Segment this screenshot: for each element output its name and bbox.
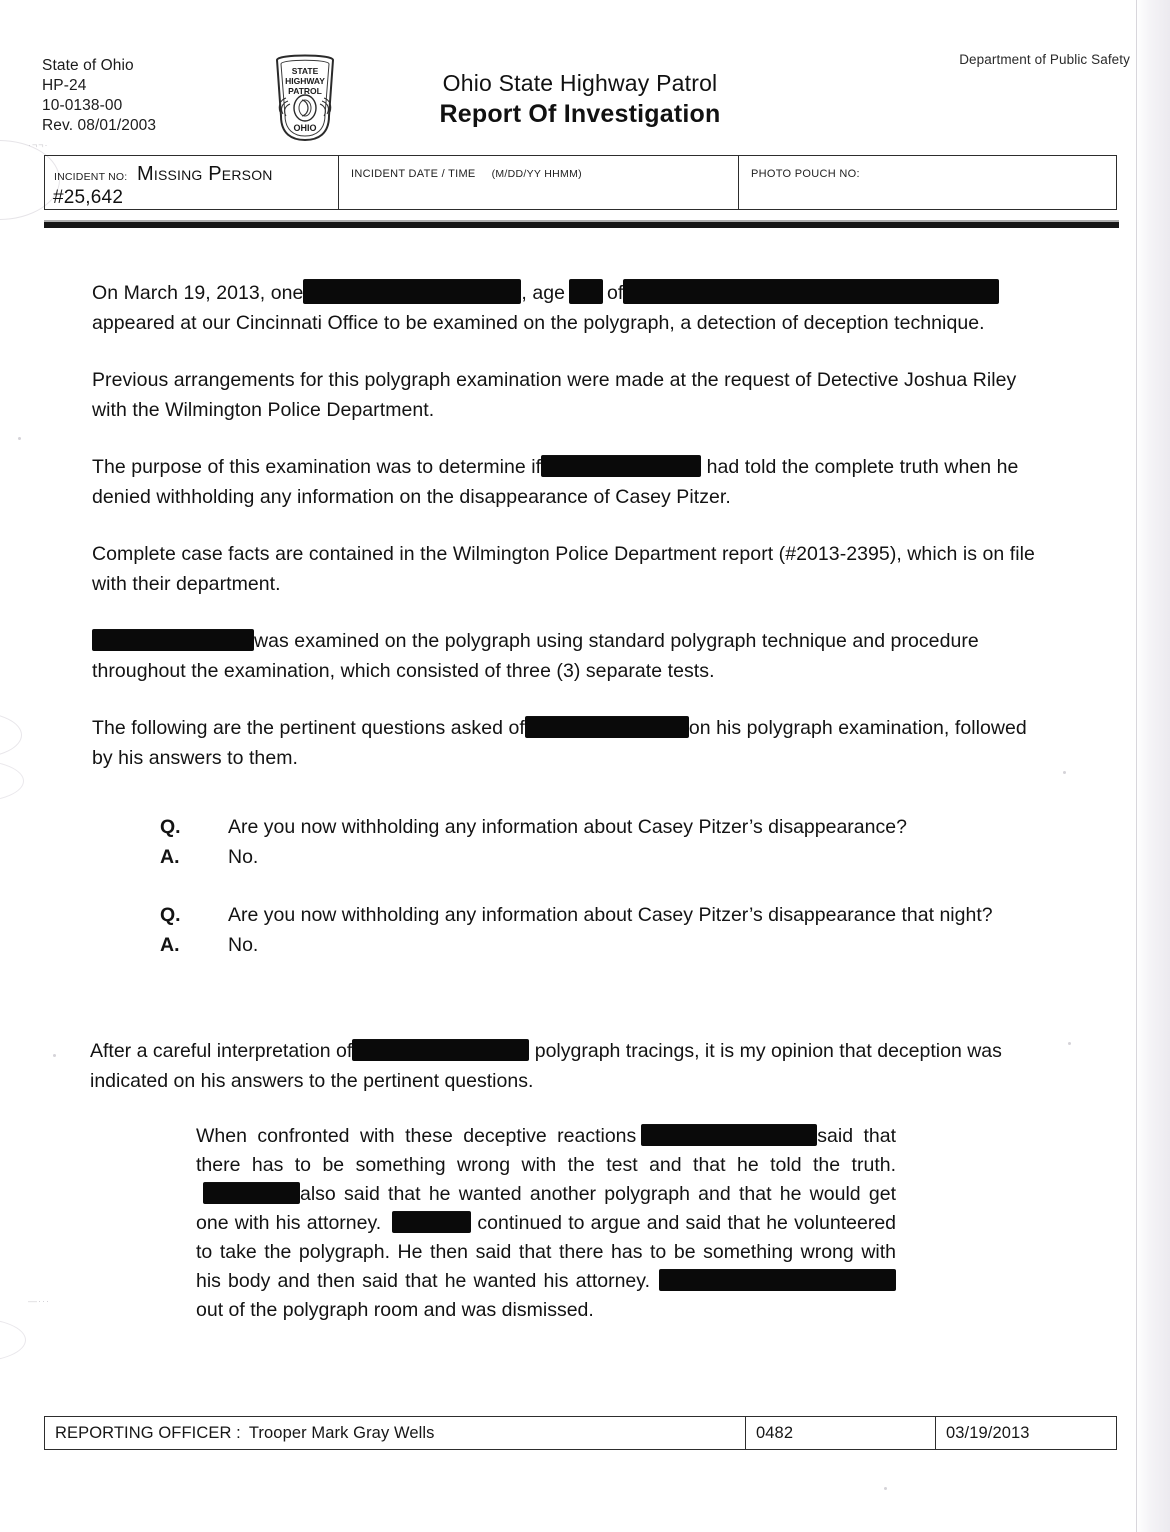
form-state-line: State of Ohio (42, 57, 134, 74)
redaction-bar-confrontation-name-4 (659, 1270, 896, 1290)
agency-title: Ohio State Highway Patrol (442, 70, 718, 96)
questions-intro-text-1: The following are the pertinent questions asked of (92, 717, 525, 739)
form-identification-block (42, 56, 156, 136)
purpose-text-2: had told the complete truth when he denied withholding any information on the disappearance of Casey Pitzer. (92, 456, 1019, 508)
badge-number-cell: 0482 (745, 1417, 935, 1449)
redaction-bar-confrontation-name-2 (203, 1183, 300, 1203)
redaction-bar-confrontation-name-3 (392, 1212, 471, 1232)
answer-label-1: A. (160, 846, 180, 868)
highway-patrol-badge-icon (266, 50, 344, 144)
scan-speck-6 (1068, 1042, 1071, 1045)
answer-row-1 (160, 842, 1040, 872)
incident-datetime-format: (M/DD/YY HHMM) (491, 168, 582, 180)
scan-artifact-arc-2 (0, 712, 22, 758)
paragraph-examination (92, 626, 1052, 686)
header-separator-rule (44, 222, 1119, 228)
conclusion-text-1: After a careful interpretation of (90, 1040, 353, 1062)
scan-speck-2 (53, 1054, 56, 1057)
redaction-bar-age (569, 280, 603, 303)
department-label: Department of Public Safety (959, 52, 1130, 67)
paragraph-purpose (92, 452, 1052, 512)
examination-text: was examined on the polygraph using standard polygraph technique and procedure throughout the examination, which consisted of three (3) separate tests. (92, 630, 979, 682)
scan-artifact-arc-4 (0, 1318, 26, 1362)
question-row-2 (160, 900, 1040, 930)
purpose-text-1: The purpose of this examination was to determine if (92, 456, 542, 478)
page-title: Report Of Investigation (439, 100, 721, 128)
incident-no-label: INCIDENT NO: (54, 171, 128, 183)
question-label-1: Q. (160, 816, 181, 838)
form-code-line: HP-24 (42, 77, 87, 94)
form-number-line: 10-0138-00 (42, 97, 123, 114)
reporting-officer-name: Trooper Mark Gray Wells (248, 1423, 435, 1442)
intro-text-1: On March 19, 2013, one (92, 282, 304, 304)
redaction-bar-confrontation-name-1 (641, 1125, 817, 1145)
intro-text-4: appeared at our Cincinnati Office to be examined on the polygraph, a detection of deception technique. (92, 312, 985, 334)
confrontation-text-2: said that there has to be something wrong with the test and that he told the truth. (196, 1125, 897, 1176)
answer-text-2: No. (228, 934, 259, 956)
answer-label-2: A. (160, 934, 180, 956)
case-number-value: #25,642 (53, 187, 124, 208)
confrontation-text-4: continued to argue and said that he volunteered to take the polygraph. He then said that there has to be something wrong with his body and then said that he wanted his attorney. (196, 1212, 897, 1292)
question-text-1: Are you now withholding any information about Casey Pitzer’s disappearance? (228, 816, 907, 838)
report-body (92, 278, 1052, 773)
paragraph-confrontation (196, 1122, 896, 1325)
question-row-1 (160, 812, 1040, 842)
answer-row-2 (160, 930, 1040, 960)
redaction-bar-subject-name (303, 280, 521, 303)
incident-header-table (44, 155, 1117, 210)
redaction-bar-examinee-name (92, 630, 254, 650)
scan-artifact-smudge-2: —··· (28, 1296, 50, 1306)
incident-datetime-label-text: INCIDENT DATE / TIME (351, 168, 476, 180)
scan-artifact-smudge-1: ·¬¬· (28, 140, 49, 150)
questions-intro-text-2: on his polygraph examination, followed by his answers to them. (92, 717, 1027, 769)
scan-artifact-arc-3 (0, 760, 24, 802)
answer-text-1: No. (228, 846, 259, 868)
paragraph-questions-intro (92, 713, 1052, 773)
paragraph-conclusion (90, 1036, 1050, 1096)
qa-group-2 (160, 900, 1040, 960)
scan-speck-4 (1063, 771, 1066, 774)
conclusion-text-2: polygraph tracings, it is my opinion that deception was indicated on his answers to the pertinent questions. (90, 1040, 1002, 1092)
question-label-2: Q. (160, 904, 181, 926)
svg-text:STATE: STATE (291, 66, 319, 76)
confrontation-text-5: out of the polygraph room and was dismissed. (196, 1299, 594, 1321)
incident-datetime-label (351, 168, 582, 180)
form-revision-line: Rev. 08/01/2003 (42, 117, 157, 134)
svg-text:HIGHWAY: HIGHWAY (285, 76, 325, 86)
photo-pouch-label: PHOTO POUCH NO: (751, 168, 860, 180)
question-answer-section (160, 812, 1040, 988)
report-date-cell: 03/19/2013 (935, 1417, 1118, 1449)
reporting-officer-cell (45, 1417, 745, 1449)
paragraph-case-facts: Complete case facts are contained in the Wilmington Police Department report (#2013-2395), which is on file with their department. (92, 543, 1035, 595)
svg-text:OHIO: OHIO (293, 123, 317, 133)
redaction-bar-residence (623, 280, 999, 303)
document-heading (340, 68, 820, 130)
paragraph-intro (92, 278, 1052, 338)
scan-speck-3 (884, 1487, 887, 1490)
scan-speck-1 (18, 437, 21, 440)
reporting-officer-table (44, 1416, 1117, 1450)
incident-no-value: Missing Person (137, 163, 273, 185)
redaction-bar-conclusion-name (352, 1040, 529, 1060)
qa-group-1 (160, 812, 1040, 872)
intro-text-2: , age (521, 282, 566, 304)
photo-pouch-cell (738, 156, 1118, 209)
confrontation-text-3: also said that he wanted another polygraph and that he would get one with his attorney. (196, 1183, 896, 1234)
scan-edge-line (1136, 0, 1137, 1532)
reporting-officer-label: REPORTING OFFICER : (55, 1423, 241, 1442)
confrontation-text-1: When confronted with these deceptive reactions (196, 1125, 637, 1147)
svg-text:PATROL: PATROL (288, 86, 322, 96)
question-text-2: Are you now withholding any information about Casey Pitzer’s disappearance that night? (228, 904, 993, 926)
redaction-bar-questions-name (525, 717, 689, 737)
paragraph-arrangements: Previous arrangements for this polygraph examination were made at the request of Detective Joshua Riley with the Wilmington Police Department. (92, 369, 1017, 421)
incident-datetime-cell (338, 156, 738, 209)
intro-text-3: of (607, 282, 624, 304)
scan-edge-shadow (1136, 0, 1170, 1532)
redaction-bar-purpose-name (541, 456, 701, 476)
incident-number-cell (45, 156, 338, 209)
